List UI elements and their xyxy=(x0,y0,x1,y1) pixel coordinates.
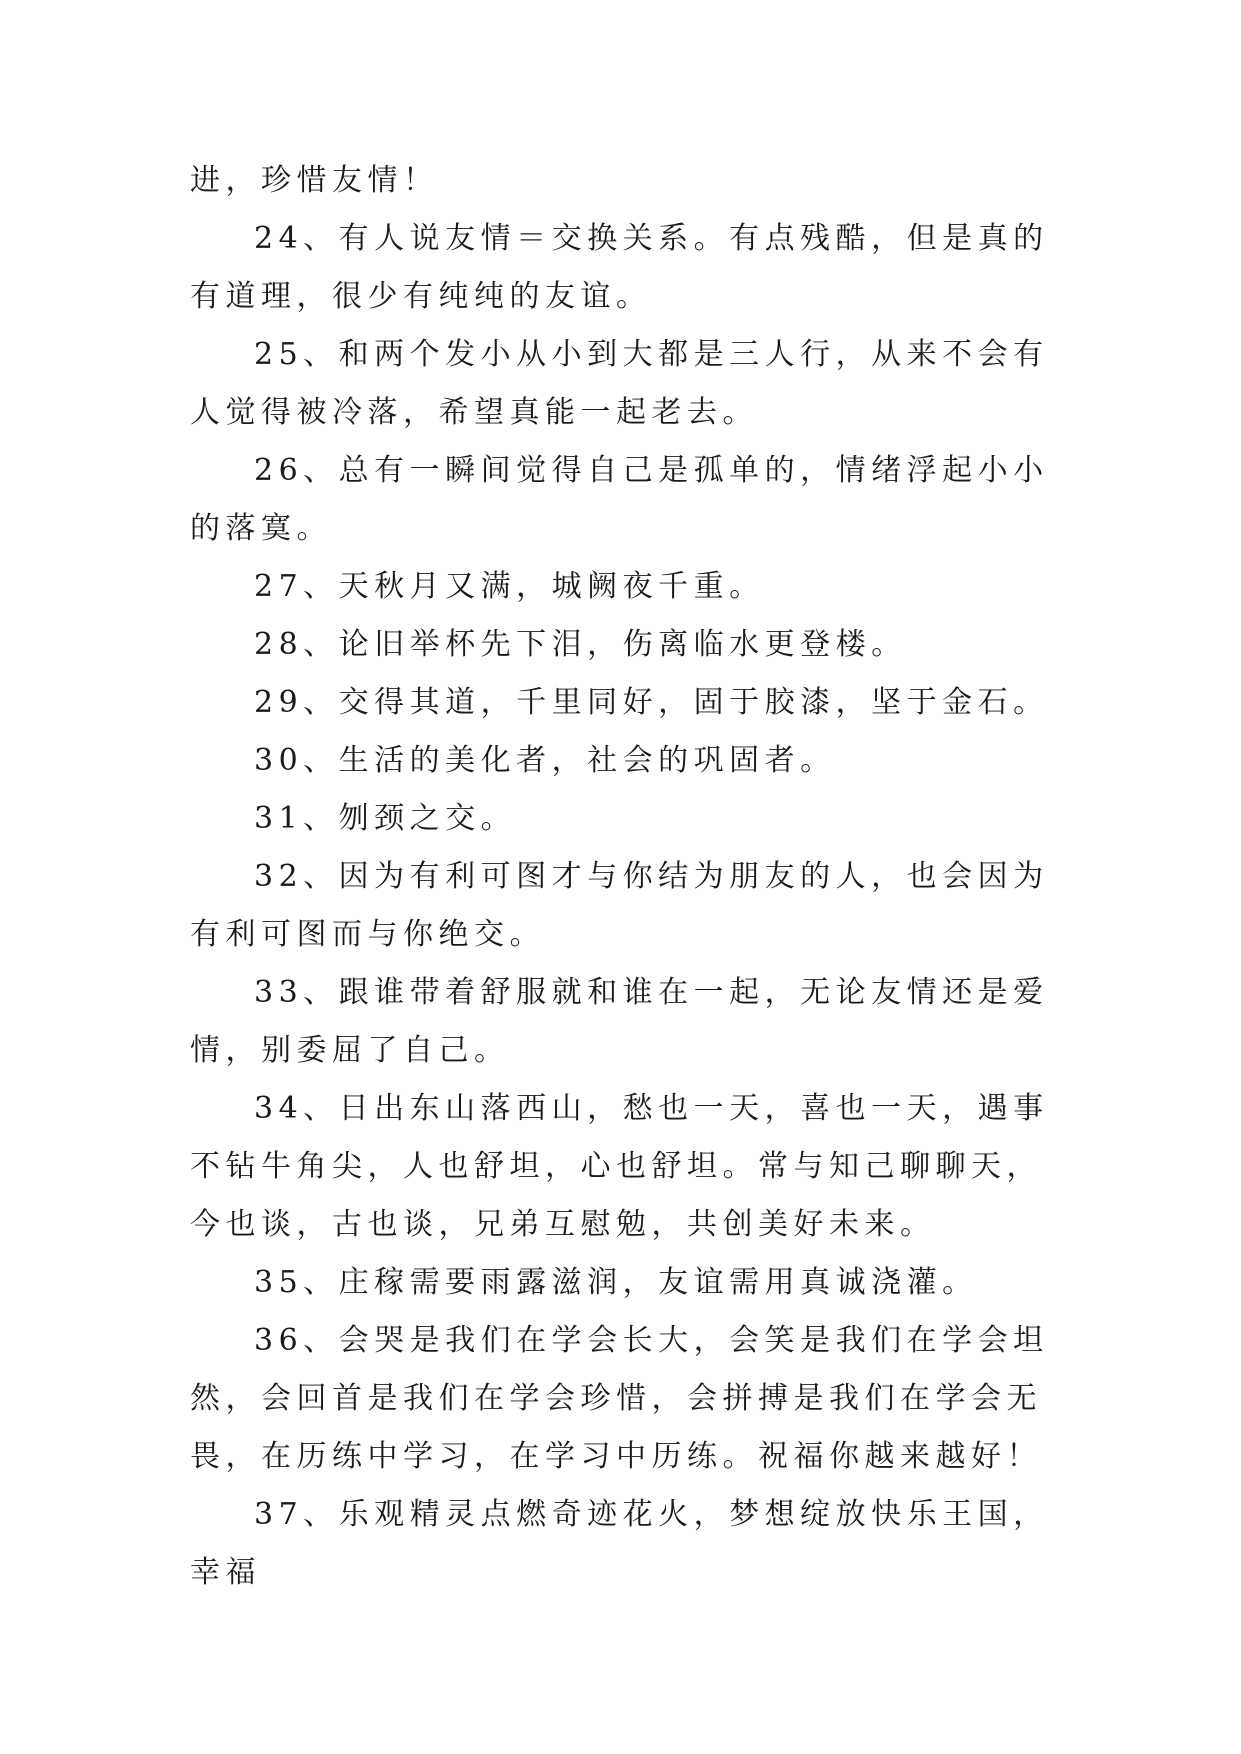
paragraph: 30、生活的美化者，社会的巩固者。 xyxy=(254,743,836,778)
paragraph: 26、总有一瞬间觉得自己是孤单的，情绪浮起小小的落寞。 xyxy=(190,453,1049,546)
paragraph: 37、乐观精灵点燃奇迹花火，梦想绽放快乐王国，幸福 xyxy=(190,1497,1049,1590)
paragraph: 31、刎颈之交。 xyxy=(254,801,517,836)
paragraph: 25、和两个发小从小到大都是三人行，从来不会有人觉得被冷落，希望真能一起老去。 xyxy=(190,337,1049,430)
paragraph: 24、有人说友情＝交换关系。有点残酷，但是真的有道理，很少有纯纯的友谊。 xyxy=(190,221,1049,314)
paragraph: 进，珍惜友情！ xyxy=(190,163,439,198)
paragraph: 28、论旧举杯先下泪，伤离临水更登楼。 xyxy=(254,627,907,662)
document-body xyxy=(190,152,1060,1602)
paragraph: 33、跟谁带着舒服就和谁在一起，无论友情还是爱情，别委屈了自己。 xyxy=(190,975,1049,1068)
paragraph: 27、天秋月又满，城阙夜千重。 xyxy=(254,569,765,604)
paragraph: 36、会哭是我们在学会长大，会笑是我们在学会坦然，会回首是我们在学会珍惜，会拼搏是我们在学会无畏，在历练中学习，在学习中历练。祝福你越来越好！ xyxy=(190,1323,1049,1474)
paragraph: 35、庄稼需要雨露滋润，友谊需用真诚浇灌。 xyxy=(254,1265,978,1300)
paragraph: 32、因为有利可图才与你结为朋友的人，也会因为有利可图而与你绝交。 xyxy=(190,859,1049,952)
paragraph: 29、交得其道，千里同好，固于胶漆，坚于金石。 xyxy=(254,685,1049,720)
paragraph: 34、日出东山落西山，愁也一天，喜也一天，遇事不钻牛角尖，人也舒坦，心也舒坦。常与知己聊聊天，今也谈，古也谈，兄弟互慰勉，共创美好未来。 xyxy=(190,1091,1049,1242)
